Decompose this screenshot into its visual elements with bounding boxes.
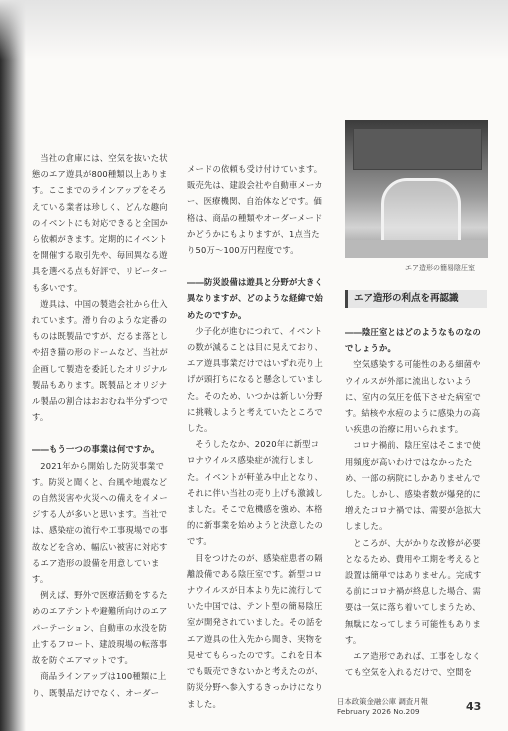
paragraph: エア造形であれば、工事をしなくても空気を入れるだけで、空間を [345,651,481,678]
interview-question: ――陰圧室とはどのようなものなのでしょうか。 [345,327,481,354]
paragraph: コロナ禍前、陰圧室はそこまで使用頻度が高いわけではなかったため、一部の病院にしかありませんでした。しかし、感染者数が爆発的に増えたコロナ禍では、需要が急拡大しました。 [345,440,481,532]
interview-question: ――もう一つの事業は何ですか。 [32,444,160,455]
paragraph: 空気感染する可能性のある細菌やウイルスが外部に流出しないように、室内の気圧を低下させた病室です。結核や水痘のように感染力の高い疾患の治療に用いられます。 [345,359,481,435]
text-column-1 [32,150,172,701]
paragraph: 例えば、野外で医療活動をするためのエアテントや避難所向けのエアパーテーション、自動車の水没を防止するフロート、建設現場の転落事故を防ぐエアマットです。 [32,590,168,666]
page-shading [0,0,508,60]
paragraph: ところが、大がかりな改修が必要となるため、費用や工期を考えると設置は簡単ではありません。完成する前にコロナ禍が終息した場合、需要は一気に落ち着いてしまうため、無駄になってしまう可能性もあります。 [345,537,482,645]
photo-window [353,128,482,170]
photo-floor [345,240,488,258]
binding-shadow [0,0,26,731]
photo-caption: エア造形の簡易陰圧室 [405,264,475,272]
negative-pressure-room-photo [345,120,488,258]
interview-question: ――防災設備は遊具と分野が大きく異なりますが、どのような経緯で始めたのですか。 [187,277,323,320]
paragraph: そうしたなか、2020年に新型コロナウイルス感染症が流行しました。イベントが軒並み中止となり、それに伴い当社の売り上げも激減しました。そこで危機感を強め、本格的に新事業を始めようと決意したのです。 [187,439,323,547]
paragraph: 目をつけたのが、感染症患者の隔離設備である陰圧室です。新型コロナウイルスが日本より先に流行していた中国では、テント型の簡易陰圧室が開発されていました。その話をエア遊具の仕入先から聞き、実物を見せてもらったのです。これを日本でも販売できないかと考えたのが、防災分野へ参入するきっかけになりました。 [187,552,323,709]
paragraph: 2021年から開始した防災事業です。防災と聞くと、台風や地震などの自然災害や火災への備えをイメージする人が多いと思います。当社では、感染症の流行や工事現場での事故などを含め、幅広い被害に対応するエア造形の設備を用意しています。 [32,460,168,585]
photo-air-booth [381,178,461,248]
paragraph: メードの依頼も受け付けています。販売先は、建設会社や自動車メーカー、医療機関、自治体などです。価格は、商品の種類やオーダーメードかどうかにもよりますが、1点当たり50万～100万円程度です。 [187,164,323,256]
issue-number: February 2026 No.209 [337,707,420,716]
paragraph: 遊具は、中国の製造会社から仕入れています。滑り台のような定番のものは既製品ですが、だるま落としや招き猫の形のドームなど、当社が企画して製造を委託したオリジナル製品もあります。既製品とオリジナル製品の割合はおおむね半分ずつです。 [32,298,168,423]
paragraph: 商品ラインアップは100種類に上り、既製品だけでなく、オーダー [32,671,167,698]
text-column-3 [345,324,485,680]
text-column-2 [187,161,327,712]
paragraph: 当社の倉庫には、空気を抜いた状態のエア遊具が800種類以上あります。ここまでのラインアップをそろえている業者は珍しく、どんな趣向のイベントにも対応できると全国から依頼がきます。定期的にイベントを開催する取引先や、毎回異なる遊具を選べる点も好評で、リピーターも多いです。 [32,153,168,293]
page-footer [337,697,428,717]
publication-name: 日本政策金融公庫 調査月報 [337,697,429,706]
paragraph: 少子化が進むにつれて、イベントの数が減ることは目に見えており、エア遊具事業だけではいずれ売り上げが頭打ちになると懸念していました。そのため、いつかは新しい分野に挑戦しようと考えていたところでした。 [187,325,323,434]
section-heading: エア造形の利点を再認識 [345,290,487,308]
page-number: 43 [466,700,482,713]
